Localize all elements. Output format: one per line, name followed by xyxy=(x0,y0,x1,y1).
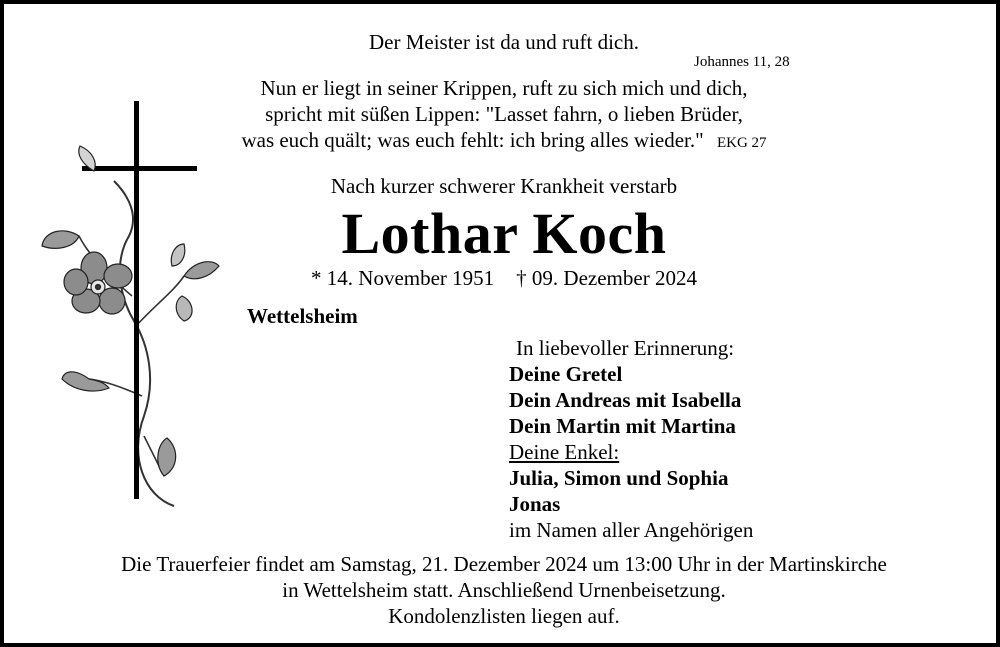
mourner-line-2: Dein Andreas mit Isabella xyxy=(509,388,742,412)
verse-line-3: spricht mit süßen Lippen: "Lasset fahrn, o lieben Brüder, xyxy=(265,102,743,126)
verse-line-2: Nun er liegt in seiner Krippen, ruft zu sich mich und dich, xyxy=(260,76,748,100)
verse-line-1: Der Meister ist da und ruft dich. xyxy=(368,30,640,54)
place-name: Wettelsheim xyxy=(247,304,358,328)
mourner-line-5: Jonas xyxy=(509,492,561,516)
funeral-line-2: in Wettelsheim statt. Anschließend Urnenbeisetzung. xyxy=(282,578,726,602)
mourners-heading: In liebevoller Erinnerung: xyxy=(516,336,735,360)
deceased-name: Lothar Koch xyxy=(341,201,667,266)
birth-date: * 14. November 1951 xyxy=(311,266,495,290)
funeral-line-3: Kondolenzlisten liegen auf. xyxy=(388,604,620,628)
intro-text: Nach kurzer schwerer Krankheit verstarb xyxy=(330,174,678,198)
grandchildren-heading: Deine Enkel: xyxy=(509,440,620,464)
mourner-line-4: Julia, Simon und Sophia xyxy=(509,466,729,490)
verse-source-2: EKG 27 xyxy=(716,135,767,151)
mourner-line-3: Dein Martin mit Martina xyxy=(509,414,736,438)
verse-line-4-row xyxy=(4,128,1000,153)
mourners-closing: im Namen aller Angehörigen xyxy=(509,518,754,542)
cross-with-flower-icon xyxy=(34,96,234,516)
mourner-line-1: Deine Gretel xyxy=(509,362,623,386)
life-dates xyxy=(4,266,1000,291)
verse-source-1: Johannes 11, 28 xyxy=(694,54,790,70)
death-date: † 09. Dezember 2024 xyxy=(516,266,697,290)
verse-line-4: was euch quält; was euch fehlt: ich bring alles wieder." xyxy=(241,128,704,152)
funeral-line-1: Die Trauerfeier findet am Samstag, 21. Dezember 2024 um 13:00 Uhr in der Martinskirche xyxy=(121,552,887,576)
